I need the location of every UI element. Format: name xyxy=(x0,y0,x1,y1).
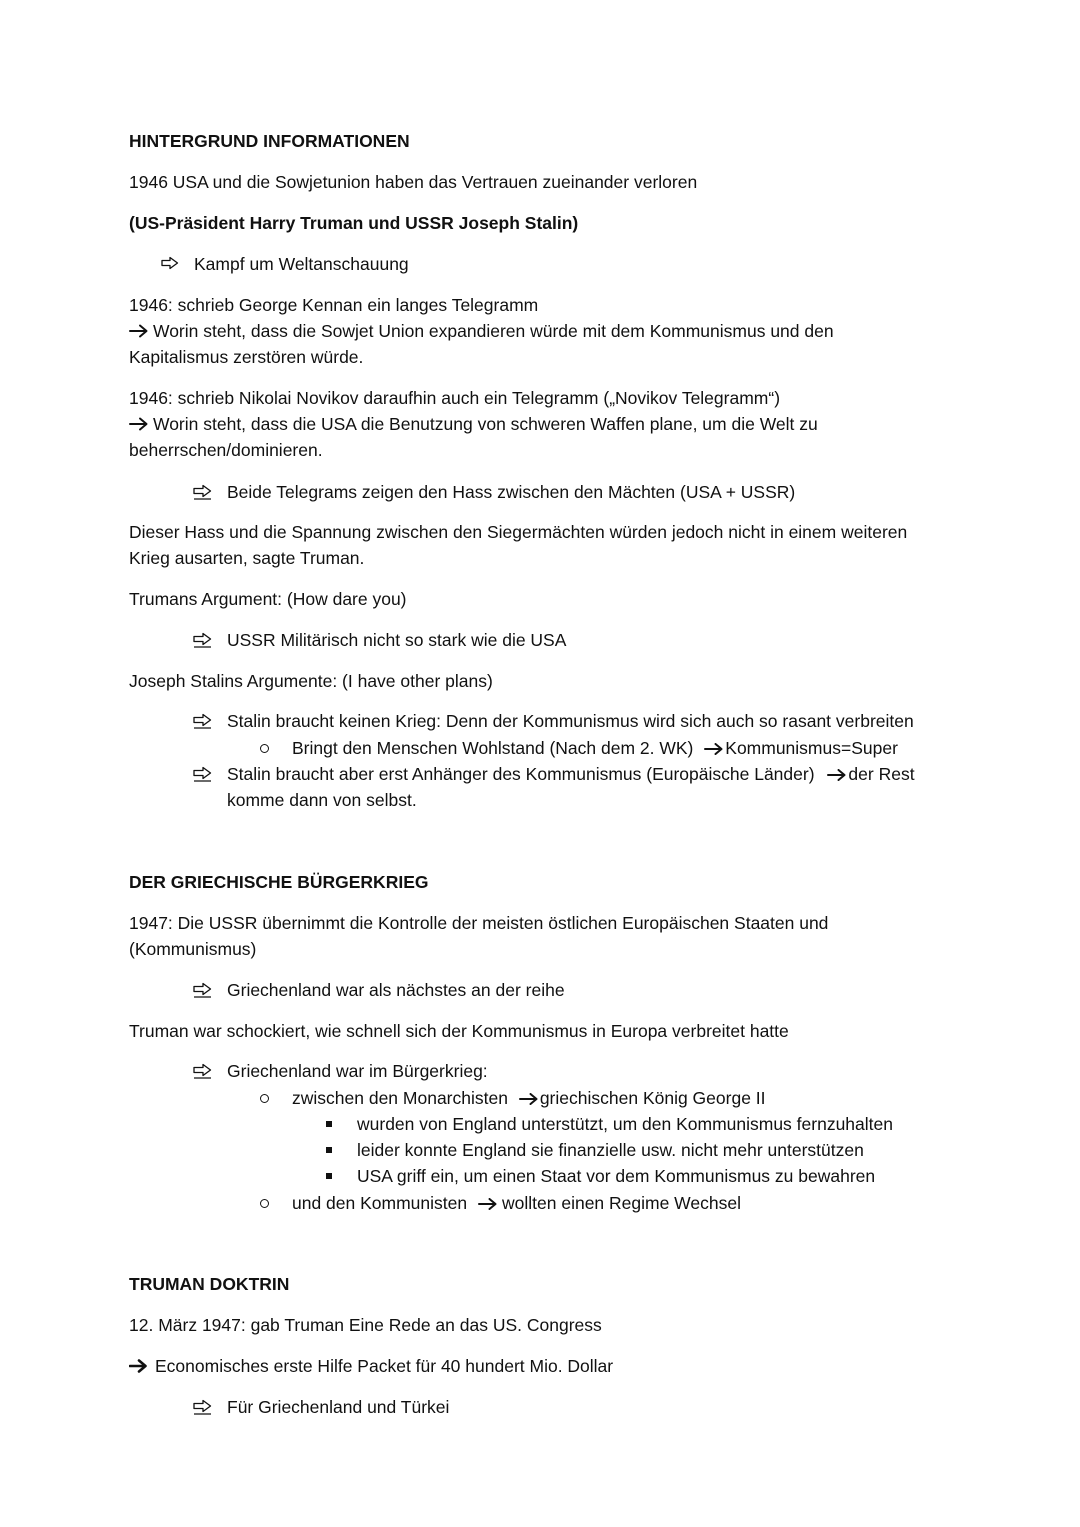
sub-sub-bullet-text: wurden von England unterstützt, um den Kommunismus fernzuhalten xyxy=(357,1114,893,1134)
bullet-text-continued: komme dann von selbst. xyxy=(227,790,417,810)
sub-bullet-text-part: zwischen den Monarchisten xyxy=(292,1088,508,1108)
square-bullet-icon xyxy=(326,1121,332,1127)
section-heading-hintergrund: HINTERGRUND INFORMATIONEN xyxy=(129,131,410,151)
bullet-text xyxy=(227,761,915,787)
outline-arrow-icon xyxy=(193,632,213,648)
right-arrow-icon xyxy=(478,1198,498,1210)
paragraph-line: Economisches erste Hilfe Packet für 40 hundert Mio. Dollar xyxy=(155,1356,614,1376)
section-heading-truman-doktrin: TRUMAN DOKTRIN xyxy=(129,1274,290,1294)
paragraph-line: Trumans Argument: (How dare you) xyxy=(129,589,407,609)
right-arrow-icon xyxy=(827,769,847,781)
bullet-text: Kampf um Weltanschauung xyxy=(194,254,409,274)
paragraph-line: 1947: Die USSR übernimmt die Kontrolle der meisten östlichen Europäischen Staaten und xyxy=(129,913,829,933)
paragraph-line: Truman war schockiert, wie schnell sich der Kommunismus in Europa verbreitet hatte xyxy=(129,1021,789,1041)
outline-arrow-icon xyxy=(193,1063,213,1079)
paragraph-line: Worin steht, dass die USA die Benutzung von schweren Waffen plane, um die Welt zu xyxy=(153,414,818,434)
outline-arrow-icon xyxy=(161,256,179,270)
bullet-text: Beide Telegrams zeigen den Hass zwischen den Mächten (USA + USSR) xyxy=(227,482,796,502)
sub-bullet-text xyxy=(292,1190,741,1216)
circle-bullet-icon xyxy=(260,744,269,753)
outline-arrow-icon xyxy=(193,1399,213,1415)
paragraph-line: Dieser Hass und die Spannung zwischen den Siegermächten würden jedoch nicht in einem weiteren xyxy=(129,522,908,542)
circle-bullet-icon xyxy=(260,1199,269,1208)
bold-right-arrow-icon xyxy=(129,1359,149,1373)
bullet-text-part: Stalin braucht aber erst Anhänger des Kommunismus (Europäische Länder) xyxy=(227,764,815,784)
sub-sub-bullet-text: leider konnte England sie finanzielle usw. nicht mehr unterstützen xyxy=(357,1140,864,1160)
paragraph-line: Worin steht, dass die Sowjet Union expandieren würde mit dem Kommunismus und den xyxy=(153,321,834,341)
paragraph-line: 1946: schrieb George Kennan ein langes Telegramm xyxy=(129,295,539,315)
right-arrow-icon xyxy=(704,743,724,755)
square-bullet-icon xyxy=(326,1173,332,1179)
sub-bullet-text-part: Bringt den Menschen Wohlstand (Nach dem 2. WK) xyxy=(292,738,694,758)
square-bullet-icon xyxy=(326,1147,332,1153)
bullet-text: Griechenland war im Bürgerkrieg: xyxy=(227,1061,488,1081)
outline-arrow-icon xyxy=(193,982,213,998)
paragraph-line: 1946: schrieb Nikolai Novikov daraufhin auch ein Telegramm („Novikov Telegramm“) xyxy=(129,388,781,408)
bullet-text: Stalin braucht keinen Krieg: Denn der Kommunismus wird sich auch so rasant verbreiten xyxy=(227,711,914,731)
outline-arrow-icon xyxy=(193,484,213,500)
right-arrow-icon xyxy=(129,417,149,431)
sub-bullet-text-part: wollten einen Regime Wechsel xyxy=(502,1193,741,1213)
sub-bullet-text xyxy=(292,735,898,761)
paragraph-line: beherrschen/dominieren. xyxy=(129,440,323,460)
outline-arrow-icon xyxy=(193,713,213,729)
bullet-text: Griechenland war als nächstes an der reihe xyxy=(227,980,565,1000)
paragraph-line: Kapitalismus zerstören würde. xyxy=(129,347,364,367)
sub-sub-bullet-text: USA griff ein, um einen Staat vor dem Kommunismus zu bewahren xyxy=(357,1166,876,1186)
bullet-text: USSR Militärisch nicht so stark wie die USA xyxy=(227,630,567,650)
outline-arrow-icon xyxy=(193,766,213,782)
paragraph-line: (Kommunismus) xyxy=(129,939,257,959)
right-arrow-icon xyxy=(519,1093,539,1105)
paragraph-line: Krieg ausarten, sagte Truman. xyxy=(129,548,365,568)
bullet-text: Für Griechenland und Türkei xyxy=(227,1397,450,1417)
sub-bullet-text-part: und den Kommunisten xyxy=(292,1193,468,1213)
sub-bullet-text xyxy=(292,1085,766,1111)
circle-bullet-icon xyxy=(260,1094,269,1103)
sub-bullet-text-part: Kommunismus=Super xyxy=(725,738,898,758)
bullet-text-part: der Rest xyxy=(848,764,915,784)
sub-bullet-text-part: griechischen König George II xyxy=(539,1088,766,1108)
paragraph-line: Joseph Stalins Argumente: (I have other plans) xyxy=(129,671,493,691)
paragraph-line: 12. März 1947: gab Truman Eine Rede an das US. Congress xyxy=(129,1315,602,1335)
paragraph-line: 1946 USA und die Sowjetunion haben das Vertrauen zueinander verloren xyxy=(129,172,698,192)
section-heading-griechischer-buergerkrieg: DER GRIECHISCHE BÜRGERKRIEG xyxy=(129,872,429,892)
paragraph-line: (US-Präsident Harry Truman und USSR Joseph Stalin) xyxy=(129,213,579,233)
right-arrow-icon xyxy=(129,324,149,338)
